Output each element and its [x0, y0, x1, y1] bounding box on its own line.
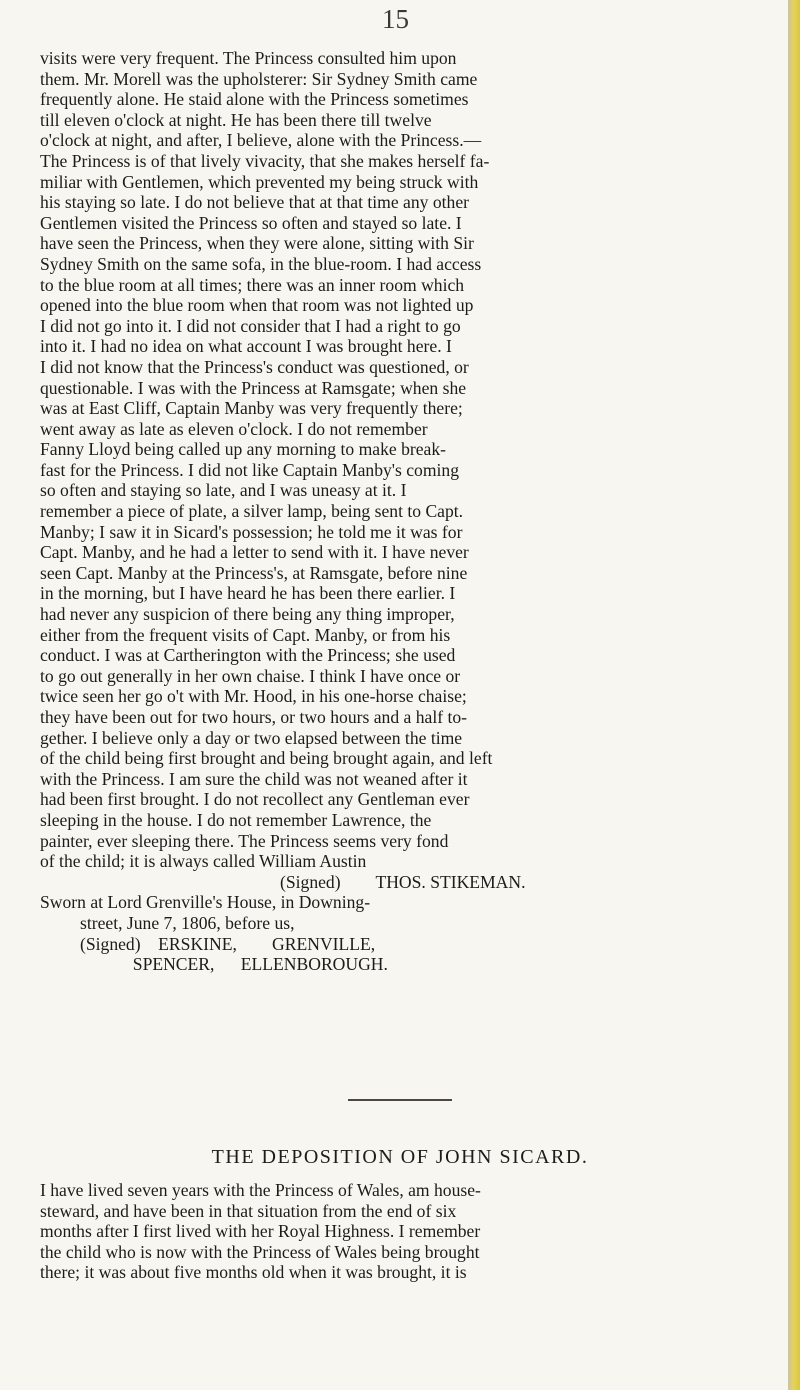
section-heading: THE DEPOSITION OF JOHN SICARD. [211, 1146, 589, 1168]
text-line: I did not go into it. I did not consider that I had a right to go [40, 315, 461, 336]
text-line: visits were very frequent. The Princess consulted him upon [40, 48, 457, 68]
text-line: Manby; I saw it in Sicard's possession; he told me it was for [40, 521, 463, 542]
text-line: his staying so late. I do not believe that at that time any other [40, 192, 469, 213]
text-line: Capt. Manby, and he had a letter to send with it. I have never [40, 542, 469, 563]
text-line: to the blue room at all times; there was an inner room which [40, 274, 465, 295]
deposition-lines [40, 1180, 774, 1283]
text-line: I did not know that the Princess's conduct was questioned, or [40, 356, 469, 377]
text-line: till eleven o'clock at night. He has been there till twelve [40, 109, 432, 130]
text-line: with the Princess. I am sure the child was not weaned after it [40, 768, 468, 789]
page-edge [788, 0, 800, 1390]
text-line: into it. I had no idea on what account I was brought here. I [40, 336, 452, 357]
text-line: had never any suspicion of there being any thing improper, [40, 604, 455, 625]
deposition-body-sicard [40, 1180, 774, 1283]
body-lines [40, 48, 774, 872]
text-line: have seen the Princess, when they were alone, sitting with Sir [40, 233, 474, 254]
text-line: questionable. I was with the Princess at Ramsgate; when she [40, 377, 467, 398]
page-number: 15 [382, 4, 409, 34]
text-line: there; it was about five months old when it was brought, it is [40, 1262, 467, 1283]
text-line: o'clock at night, and after, I believe, alone with the Princess.— [40, 130, 482, 151]
sworn-line: Sworn at Lord Grenville's House, in Downing- [40, 892, 371, 913]
text-line: fast for the Princess. I did not like Captain Manby's coming [40, 459, 459, 480]
text-line: remember a piece of plate, a silver lamp, being sent to Capt. [40, 501, 464, 522]
text-line: opened into the blue room when that room was not lighted up [40, 295, 474, 316]
text-line: seen Capt. Manby at the Princess's, at Ramsgate, before nine [40, 562, 468, 583]
text-line: gether. I believe only a day or two elapsed between the time [40, 727, 463, 748]
text-line: of the child being first brought and being brought again, and left [40, 748, 493, 769]
text-line: frequently alone. He staid alone with the Princess sometimes [40, 89, 469, 110]
text-line: steward, and have been in that situation from the end of six [40, 1200, 457, 1221]
section-divider [348, 1099, 452, 1101]
text-line: either from the frequent visits of Capt. Manby, or from his [40, 624, 451, 645]
text-line: had been first brought. I do not recollect any Gentleman ever [40, 789, 470, 810]
text-line: months after I first lived with her Royal Highness. I remember [40, 1221, 481, 1242]
witnesses-line-1: (Signed) ERSKINE, GRENVILLE, [80, 933, 376, 954]
witnesses-line-2: SPENCER, ELLENBOROUGH. [80, 954, 388, 975]
text-line: the child who is now with the Princess of Wales being brought [40, 1241, 480, 1262]
text-line: in the morning, but I have heard he has been there earlier. I [40, 583, 456, 604]
text-line: of the child; it is always called William Austin [40, 851, 367, 872]
text-line: I have lived seven years with the Princess of Wales, am house- [40, 1180, 481, 1200]
text-line: went away as late as eleven o'clock. I do not remember [40, 418, 428, 439]
text-line: they have been out for two hours, or two hours and a half to- [40, 707, 468, 727]
text-line: so often and staying so late, and I was uneasy at it. I [40, 480, 407, 501]
text-line: painter, ever sleeping there. The Princess seems very fond [40, 830, 449, 851]
text-line: Fanny Lloyd being called up any morning to make break- [40, 439, 447, 460]
text-line: twice seen her go o't with Mr. Hood, in his one-horse chaise; [40, 686, 467, 707]
text-line: them. Mr. Morell was the upholsterer: Sir Sydney Smith came [40, 68, 478, 89]
sworn-date-line: street, June 7, 1806, before us, [80, 912, 295, 933]
signature-line: (Signed) THOS. STIKEMAN. [280, 871, 526, 892]
text-line: to go out generally in her own chaise. I think I have once or [40, 665, 461, 686]
text-line: miliar with Gentlemen, which prevented my being struck with [40, 171, 479, 192]
text-line: was at East Cliff, Captain Manby was very frequently there; [40, 398, 463, 419]
text-line: conduct. I was at Cartherington with the Princess; she used [40, 645, 456, 666]
deposition-body-stikeman [40, 48, 774, 975]
text-line: sleeping in the house. I do not remember Lawrence, the [40, 809, 432, 830]
text-line: Sydney Smith on the same sofa, in the blue-room. I had access [40, 253, 482, 274]
text-line: The Princess is of that lively vivacity, that she makes herself fa- [40, 150, 490, 171]
text-line: Gentlemen visited the Princess so often and stayed so late. I [40, 212, 462, 233]
